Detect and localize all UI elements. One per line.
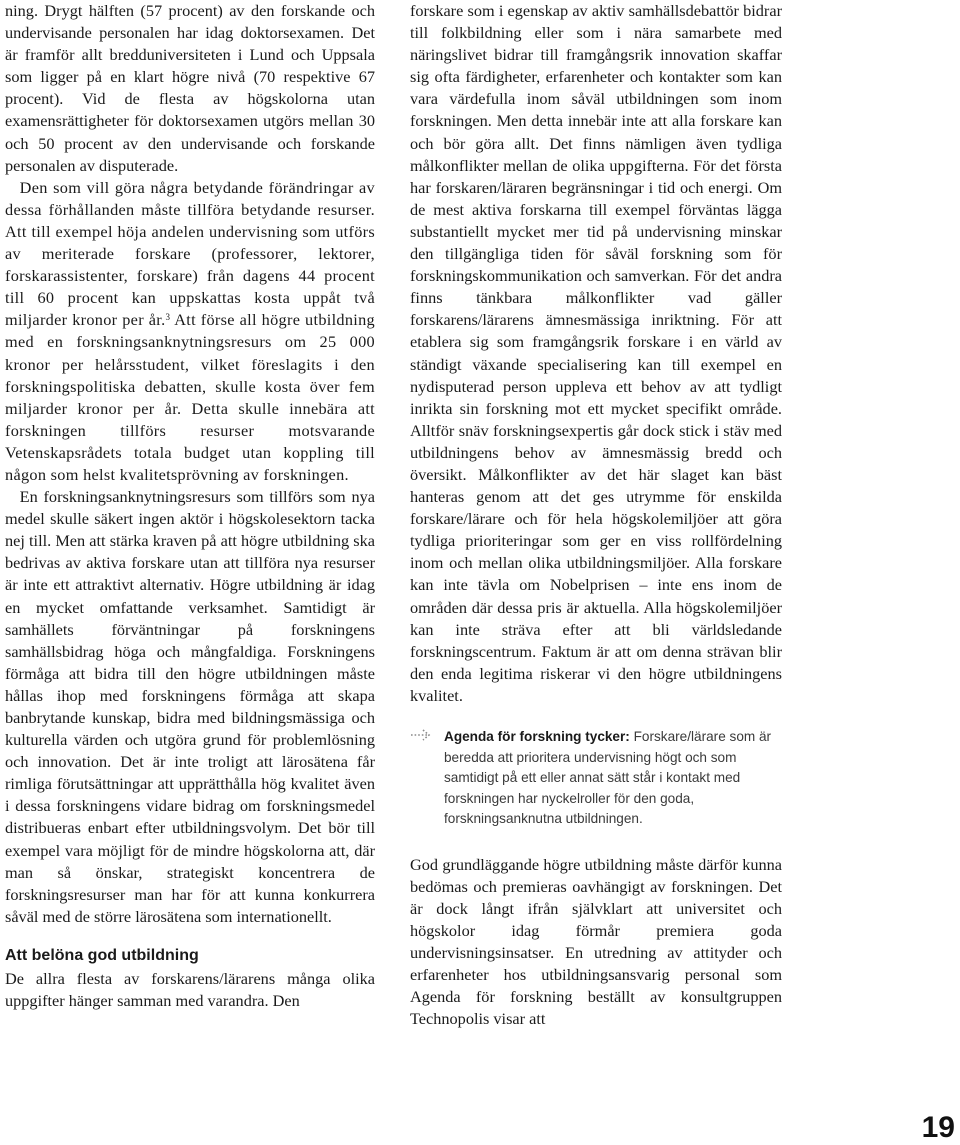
callout-box: [410, 727, 782, 830]
body-paragraph: De allra flesta av forskarens/lärarens många olika uppgifter hänger samman med varandra. Den: [5, 968, 375, 1011]
body-paragraph: God grundläggande högre utbildning måste därför kunna bedömas och premieras oavhängigt av forskningen. Det är dock långt ifrån självklart att universitet och högskolor idag förmår premiera goda undervisningsinsatser. En utredning av attityder och erfarenheter hos utbildningsansvarig personal som Agenda för forskning beställt av konsultgruppen Technopolis visar att: [410, 854, 782, 1029]
callout-text: [444, 727, 782, 830]
right-column: [410, 0, 782, 1030]
page-number: 19: [921, 1111, 955, 1144]
callout-heading: Agenda för forskning tycker:: [444, 729, 630, 744]
dotted-arrow-icon: [410, 728, 434, 749]
body-paragraph: ning. Drygt hälften (57 procent) av den forskande och undervisande personalen har idag doktorsexamen. Det är framför allt bredduniversiteten i Lund och Uppsala som ligger på en klart högre nivå (70 respektive 67 procent). Vid de flesta av högskolorna utan examensrättigheter för doktorsexamen utgörs mellan 30 och 50 procent av den undervisande och forskande personalen av disputerade.: [5, 1, 375, 175]
body-paragraph: [5, 177, 375, 486]
body-paragraph: forskare som i egenskap av aktiv samhällsdebattör bidrar till folkbildning eller som i nära samarbete med näringslivet bidrar till framgångsrik innovation skaffar sig ofta färdigheter, erfarenheter och kontakter som kan vara värdefulla inom såväl utbildningen som inom forskningen. Men detta innebär inte att alla forskare kan och bör göra allt. Det finns nämligen även tydliga målkonflikter mellan de olika uppgifterna. För det första har forskaren/läraren begränsningar i tid och energi. Om de mest aktiva forskarna till exempel förväntas lägga substantiellt mycket mer tid på undervisning minskar den tillgängliga tiden för såväl forskning som för forskningskommunikation och samverkan. För det andra finns tänkbara målkonflikter vad gäller forskarens/lärarens ämnesmässiga inriktning. För att etablera sig som framgångsrik forskare i en värld av ständigt växande specialisering kan till exempel en nydisputerad person uppleva ett behov av att tydligt inrikta sin forskning mot ett mycket specifikt område. Alltför snäv forskningsexpertis går dock stick i stäv med utbildningens behov av ämnesmässig bredd och översikt. Målkonflikter av det här slaget kan bäst hanteras genom att det ges utrymme för enskilda forskare/lärare och för hela högskolemiljöer att göra tydliga prioriteringar som ger en viss rollfördelning inom och mellan olika utbildningsmiljöer. Alla forskare kan inte tävla om Nobelprisen – inte ens inom de områden där dessa pris är aktuella. Alla högskolemiljöer kan inte sträva efter att bli världsledande forskningscentrum. Faktum är att om denna strävan blir den enda legitima riskerar vi den högre utbildningens kvalitet.: [410, 1, 782, 705]
body-text: Den som vill göra några betydande förändringar av dessa förhållanden måste tillföra betydande resurser. Att till exempel höja andelen undervisning som utförs av meriterade forskare (professorer, lektorer, forskarassistenter, forskare) från dagens 44 procent till 60 procent kan uppskattas kosta uppåt två miljarder kronor per år.: [5, 177, 375, 330]
body-paragraph: En forskningsanknytningsresurs som tillförs som nya medel skulle säkert ingen aktör i högskolesektorn tacka nej till. Men att stärka kraven på att högre utbildning ska bedrivas av aktiva forskare utan att tillföra nya resurser är inte ett attraktivt alternativ. Högre utbildning är idag en mycket omfattande verksamhet. Samtidigt är samhällets förväntningar på forskningens samhällsbidrag höga och mångfaldiga. Forskningens förmåga att bidra till den högre utbildningen måste hållas ihop med forskningens förmåga att skapa banbrytande kunskap, bidra med bildningsmässiga och kulturella värden och utgöra grund för problemlösning och innovation. Det är inte troligt att lärosätena får rimliga förutsättningar att upprätthålla hög kvalitet även i dessa forskningens vidare bidrag om forskningsmedel distribueras enbart efter utbildningsvolym. Det bör till exempel vara möjligt för de mindre högskolorna att, där man så önskar, strategiskt koncentrera de forskningsresurser man har för att kunna konkurrera såväl med de större lärosätena som internationellt.: [5, 487, 375, 926]
left-column: [5, 0, 375, 1012]
callout-body: Forskare/lärare som är beredda att prioritera undervisning högt och som samtidigt på ett eller annat sätt står i kontakt med forskningen har nyckelroller för den goda, forskningsanknutna utbildningen.: [444, 729, 772, 826]
footnote-marker: 3: [165, 312, 171, 323]
body-text: Att förse all högre utbildning med en forskningsanknytningsresurs om 25 000 kronor per helårsstudent, vilket föreslagits i den forskningspolitiska debatten, skulle kosta över fem miljarder kronor per år. Detta skulle innebära att forskningen tillförs resurser motsvarande Vetenskapsrådets totala budget utan koppling till någon som helst kvalitetsprövning av forskningen.: [5, 310, 375, 484]
section-heading: Att belöna god utbildning: [5, 946, 199, 964]
